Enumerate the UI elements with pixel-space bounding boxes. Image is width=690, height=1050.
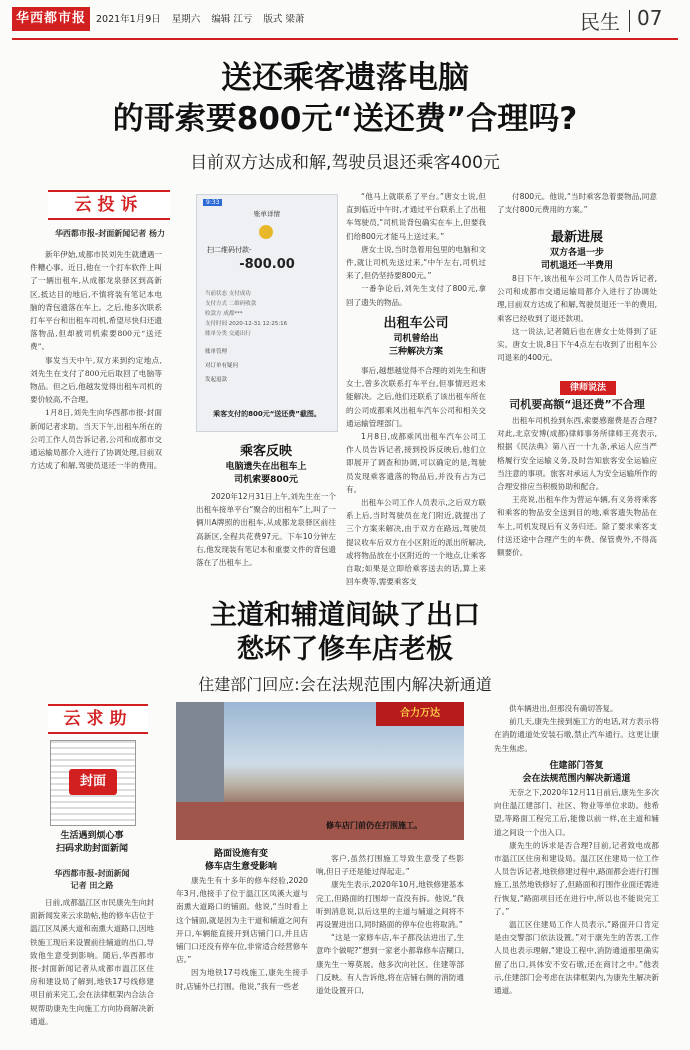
story1-subheadline: 目前双方达成和解,驾驶员退还乘客400元 [190,153,500,173]
newspaper-logo: 华西都市报 [12,7,90,31]
cloud-help-tag: 云求助 [48,704,148,734]
payee-name: 扫二维码付款- [207,246,252,254]
paid-amount: -800.00 [239,257,295,272]
photo-caption: 修车店门前仍在打围施工。 [326,821,422,830]
qr-caption: 生活遇到烦心事 扫码求助封面新闻 [55,831,128,854]
story2-subheadline: 住建部门回应:会在法规范围内解决新通道 [198,675,492,694]
story1-col4: 付800元。他说,“当时乘客急着要物品,同意了支付800元费用的方案。” [497,192,657,215]
section-subheading: 司机索要800元 [234,475,298,485]
section-name: 民生 [580,10,620,34]
section-subheading: 修车店生意受影响 [204,862,277,872]
story1-byline: 华西都市报-封面新闻记者 杨力 [54,229,166,238]
story2-colB: 客户,虽然打围施工导致生意受了些影响,但日子还是能过得起走。” 康先生表示,2020年10月,地铁修建基本完工,但路面的打围却一直没有拆。他说,“我听到消息说,以后这里的主道与辅道之间将不再设置进出口,同时路面的停车位也将取消。” “这是一家修车店,车子都没法进出了,生意咋个做呢?”想到一家老小都靠修车店糊口,康先生一筹莫展。他多次向社区、住建等部门反映。有人告诉他,将在店铺右侧的消防通道处设置开口, [316,854,464,996]
section-subheading: 会在法规范围内解决新通道 [522,774,631,784]
bill-rows: 当前状态 支付成功 支付方式 二维码收款 收款方 成都*** 支付时间 2020-12-31 12:25:16 账单分类 交通出行 [205,291,288,337]
story1-col2: 2020年12月31日上午,刘先生在一个出租车接单平台“聚合的出租车”上,叫了一俩川A牌照的出租车,从成都龙泉驿区前往高新区,全程共花费97元。下车10分钟左右,他发现装有笔记本和重要文件的背包遗落在了出租车上。 [196,492,336,568]
story2-headline-1: 主道和辅道间缺了出口 [210,600,480,631]
section-subheading: 司机曾给出 [393,334,439,344]
story2-colC2: 无奈之下,2020年12月11日前后,康先生多次向住温江建部门、社区、物业等单位求助。他希望,等路面工程完工后,能像以前一样,在主道和辅道之间设一个出入口。 康先生的诉求是否合理?目前,记者致电成都市温江区住房和建设局。温江区住建局一位工作人员告诉记者,地铁修建过程中,路面都会进行打围施工,虽然地铁修好了,但路面和打围作业面还需进行恢复,“路面项目还在进行中,所以也不能说完工了。” 温江区住建局工作人员表示,“路面开口肯定是由交警部门依法设置。”对于康先生的苦衷,工作人员也表示理解,“建设工程中,消防通道那里确实留了出口,具体安不安石墩,还在商讨之中。”他表示,住建部门会考虑在法律框架内,为康先生解决新通道。 [494,788,659,996]
lead-paragraph: 新年伊始,成都市民刘先生就遭遇一件糟心事。近日,他在一个打车软件上叫了一辆出租车,从成都龙泉驿区到高新区,抵达目的地后,不慎将装有笔记本电脑的背包遗落在车上。之后,他多次联系打车平台和出租车司机,希望尽快归还遗落物品,但却被司机索要800元“送还费”。 [30,250,162,352]
payment-screenshot [196,194,338,432]
page-number: 07 [637,6,663,30]
lawyer-tag: 律师说法 [560,381,616,395]
screen-title: 账单详情 [254,210,280,218]
story2-byline: 华西都市报-封面新闻 记者 田之路 [54,869,130,890]
story1-col4b: 8日下午,该出租车公司工作人员告诉记者,公司和成都市交通运输局都介入进行了协调处理,目前双方达成了和解,驾驶员退还一半的费用,乘客已经收到了退还款项。 这一说法,记者随后也在唐女士处得到了证实。唐女士说,8日下午4点左右收到了出租车公司退来的400元。 [497,274,657,363]
story2-colA: 康先生有十多年的修车经验,2020年3月,他接手了位于温江区凤溪大道与南熏大道路口的铺面。他说,“当时看上这个铺面,就是因为主干道和辅道之间有开口,车辆能直接开到店铺门口,并且店铺门口还没有停车位,非常适合经营修车店。” 因为地铁17号线施工,康先生接手时,店铺外已打围。他说,“我有一些老 [176,876,308,991]
lawyer-title: 司机要高额“退还费”不合理 [509,398,645,411]
cloud-complaint-tag: 云投诉 [48,190,170,220]
section-heading: 住建部门答复 [549,761,604,771]
lead-paragraph: 1月8日,刘先生向华西都市报-封面新闻记者求助。当天下午,出租车所在的公司工作人员告诉记者,公司和成都市交通运输局都介入进行了协调处理,目前双方达成了和解,驾驶员退还一半的费用。 [30,408,162,471]
lead-paragraph: 事发当天中午,双方来到约定地点,刘先生在支付了800元后取回了电脑等物品。但之后,他越发觉得出租车司机的要价较高,不合理。 [30,355,162,405]
section-subheading: 司机退还一半费用 [540,261,613,271]
story1-headline-2: 的哥索要800元“送还费”合理吗? [112,101,578,137]
screenshot-caption: 乘客支付的800元“送还费”截图。 [213,410,321,418]
issue-weekday: 星期六 [171,14,201,25]
section-road-change [176,846,306,872]
bill-links: 账单管理 对订单有疑问 发起退款 [205,349,239,383]
repair-shop-photo [176,702,464,840]
issue-meta [96,11,312,25]
section-heading: 出租车公司 [383,316,449,331]
story1-col3: “他马上就联系了平台。”唐女士说,但直到临近中午时,才通过平台联系上了出租车驾驶员,“司机说背包确实在车上,但要我们给800元才能马上送过来。” 唐女士说,当时急着用包里的电脑和文件,就让司机先送过来,“中午左右,司机过来了,但仍坚持要800元。” 一番争论后,刘先生支付了800元,拿回了遗失的物品。 [346,192,486,307]
story1-col4c: 出租车司机捡到东西,索要感谢费是否合理?对此,北京安博(成都)律师事务所律师王亮表示,根据《民法典》第八百一十九条,承运人应当严格履行安全运输义务,及时告知旅客安全运输应当注意的事项。旅客对承运人为安全运输所作的合理安排应当积极协助和配合。 王亮说,出租车作为营运车辆,有义务将乘客和乘客的物品安全送到目的地,乘客遗失物品在车上,司机发现后有义务归还。除了要求乘客支付送还途中合理产生的车费、保管费外,不得高额要价。 [497,416,657,558]
header-divider [629,10,630,32]
shop-sign: 合力万达 [376,702,464,726]
story1-headline-1: 送还乘客遗落电脑 [221,60,469,96]
story1-col3b: 事后,越想越觉得不合理的刘先生和唐女士,曾多次联系打车平台,但事情迟迟未能解决。之后,他们还联系了该出租车所在的公司成都乘风出租车汽车公司和相关交通运输管理部门。 1月8日,成都乘风出租车汽车公司工作人员告诉记者,接到投诉反映后,他们立即展开了调查和协调,可以确定的是,驾驶员发现乘客遗落的物品后,并没有占为己有。 出租车公司工作人员表示,之后双方联系上后,当时驾驶员在龙门附近,就提出了三个方案来解决,由于双方在路远,驾驶员提议收车后双方在小区附近的派出所解决,或将物品放在小区附近的一个地点,让乘客自取;如果是立即给乘客送去的话,算上来回车费等,需要乘客支 [346,366,486,587]
editor-credit: 编辑 江亏 [211,14,253,25]
issue-date: 2021年1月9日 [96,14,161,25]
photo-building-left [176,702,224,802]
section-housing-reply [494,758,659,784]
status-time: 9:33 [203,199,222,206]
header-rule [12,38,678,40]
section-heading: 乘客反映 [239,444,292,459]
story1-lead [30,248,162,548]
story2-headline-2: 愁坏了修车店老板 [237,634,453,665]
section-taxi-company [346,312,486,357]
section-latest [497,226,657,271]
section-subheading: 双方各退一步 [549,248,604,258]
qr-code[interactable] [50,740,136,826]
section-heading: 路面设施有变 [213,849,268,859]
coin-icon [259,225,273,239]
section-passenger [196,440,336,485]
story2-lead: 日前,成都温江区市民康先生向封面新闻发来云求助帖,他的修车店位于温江区凤溪大道和南熏大道路口,因地铁施工现后来设置前往辅道的出口,导致他生意受到影响。随后,华西都市报-封面新闻记者从成都市温江区住房和建设局了解到,地铁17号线修建项目前来完工,会在法律框架内合法合规帮助康先生向施工方向协商解决新通道。 [30,898,154,1026]
section-subheading: 三种解决方案 [388,347,443,357]
cover-news-logo: 封面 [69,769,117,795]
design-credit: 版式 梁萧 [263,14,305,25]
section-subheading: 电脑遗失在出租车上 [225,462,307,472]
story2-colC: 供车辆进出,但那没有确切答复。 前几天,康先生接到施工方的电话,对方表示将在消防通道处安装石墩,禁止汽车通行。这更让康先生焦虑。 [494,704,659,753]
section-heading: 最新进展 [550,230,603,245]
